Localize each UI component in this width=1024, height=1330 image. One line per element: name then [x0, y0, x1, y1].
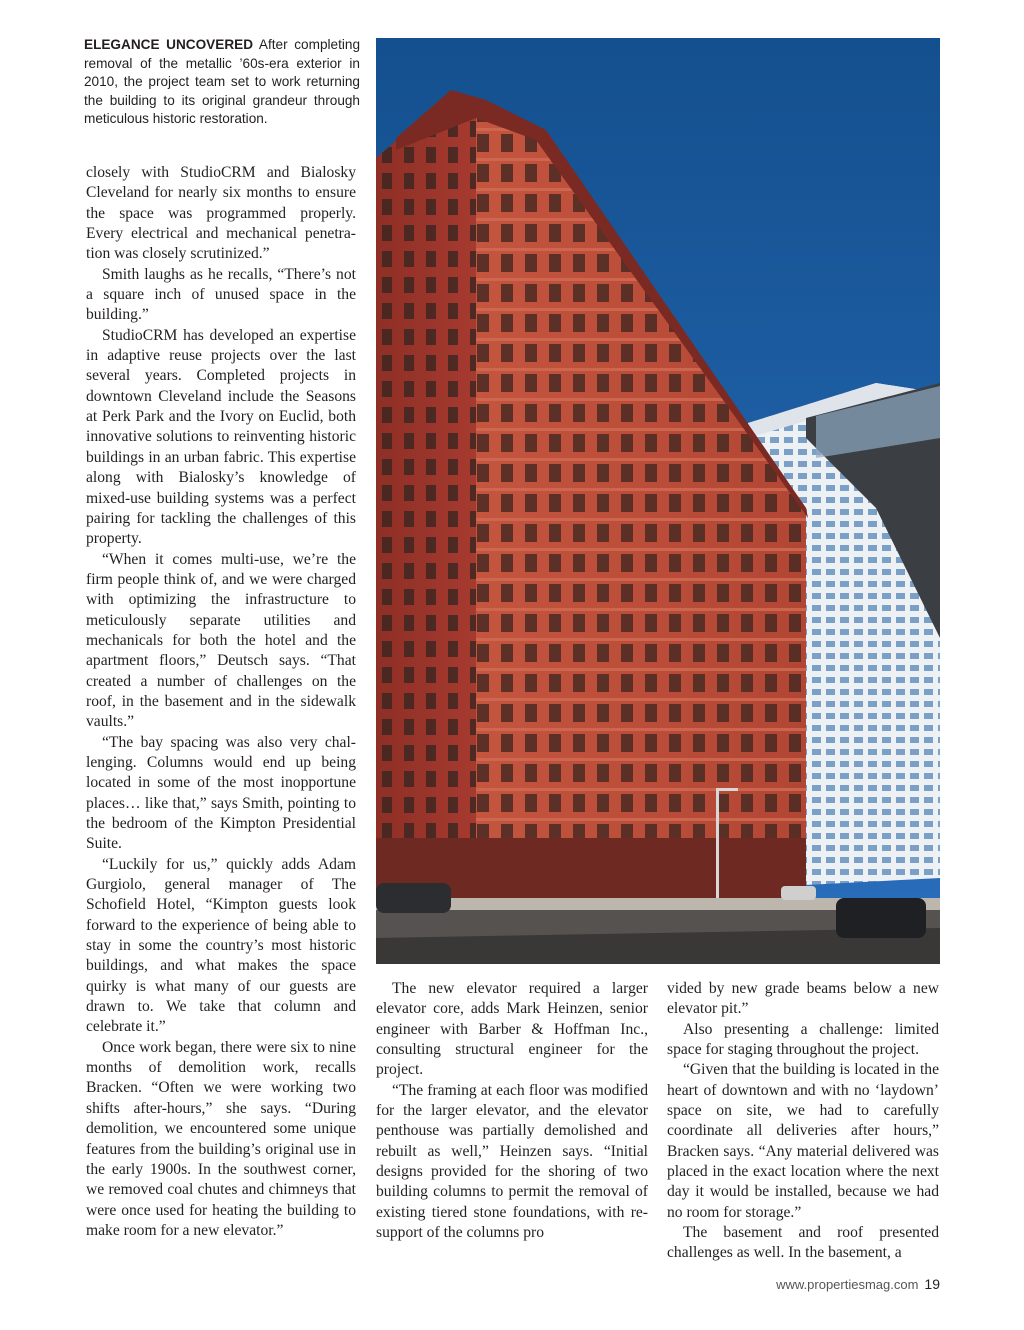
paragraph: StudioCRM has developed an expertise in adaptive reuse projects over the last several years. Completed projects in downtown Cleveland include the Seasons at Perk Park and the Ivory on Euclid, both innovative solutions to reinventing historic buildings in an urban fabric. This expertise along with Bialosky’s knowledge of mixed-use building systems was a perfect pairing for tackling the challenges of this property.: [86, 326, 356, 548]
article-column-2: [376, 979, 648, 1243]
building-photo: [376, 38, 940, 964]
paragraph: vided by new grade beams below a new elevator pit.”: [667, 980, 939, 1018]
photo-caption: [84, 36, 360, 129]
caption-text: After completing removal of the metallic ’60s-era exterior in 2010, the project team set to work returning the building to its original grandeur through meticulous historic restoration.: [84, 37, 360, 127]
paragraph: Once work began, there were six to nine months of demolition work, recalls Bracken. “Often we were working two shifts after-hours,” she says. “During demolition, we encountered some unique features from the building’s original use in the early 1900s. In the southwest corner, we removed coal chutes and chimneys that were once used for heating the building to make room for a new elevator.”: [86, 1038, 356, 1239]
paragraph: “The framing at each floor was modified for the larger elevator, and the elevator penthouse was partially demolished and rebuilt as well,” Heinzen says. “Initial designs provided for the shoring of two building columns to permit the removal of existing tiered stone foundations, with re-support of the columns pro: [376, 1081, 648, 1242]
paragraph: The new elevator required a larger elevator core, adds Mark Heinzen, senior engineer with Barber & Hoffman Inc., consulting structural engineer for the project.: [376, 980, 648, 1079]
caption-lead: ELEGANCE UNCOVERED: [84, 37, 254, 52]
paragraph: “Given that the building is located in the heart of downtown and with no ‘laydown’ space on site, we had to carefully coordinate all deliveries after hours,” Bracken says. “Any material delivered was placed in the exact location where the next day it would be installed, because we had no room for storage.”: [667, 1061, 939, 1221]
article-column-3: [667, 979, 939, 1264]
page-number: 19: [924, 1276, 940, 1292]
paragraph: Smith laughs as he recalls, “There’s not a square inch of unused space in the building.”: [86, 265, 356, 324]
paragraph: The basement and roof presented challenges as well. In the basement, a: [667, 1224, 939, 1262]
article-column-1: [86, 163, 356, 1241]
paragraph: Also presenting a challenge: limited space for staging throughout the project.: [667, 1020, 939, 1059]
paragraph: “The bay spacing was also very challenging. Columns would end up being located in some of the most inopportune places… like that,” says Smith, pointing to the bedroom of the Kimpton Presidential Suite.: [86, 733, 356, 853]
page-footer: [776, 1276, 940, 1292]
paragraph: “Luckily for us,” quickly adds Adam Gurgiolo, general manager of The Schofield Hotel, “Kimpton guests look forward to the experience of being able to stay in some the country’s most historic buildings, and what makes the space quirky is what many of our guests are drawn to. We take that column and celebrate it.”: [86, 855, 356, 1036]
paragraph: closely with StudioCRM and Bialosky Cleveland for nearly six months to ensure the space was programmed properly. Every electrical and mechanical penetration was closely scrutinized.”: [86, 164, 356, 263]
paragraph: “When it comes multi-use, we’re the firm people think of, and we were charged with optimizing the infrastructure to meticulously separate utilities and mechanicals for both the hotel and the apartment floors,” Deutsch says. “That created a number of challenges on the roof, in the basement and in the sidewalk vaults.”: [86, 550, 356, 731]
footer-url[interactable]: www.propertiesmag.com: [776, 1277, 919, 1292]
